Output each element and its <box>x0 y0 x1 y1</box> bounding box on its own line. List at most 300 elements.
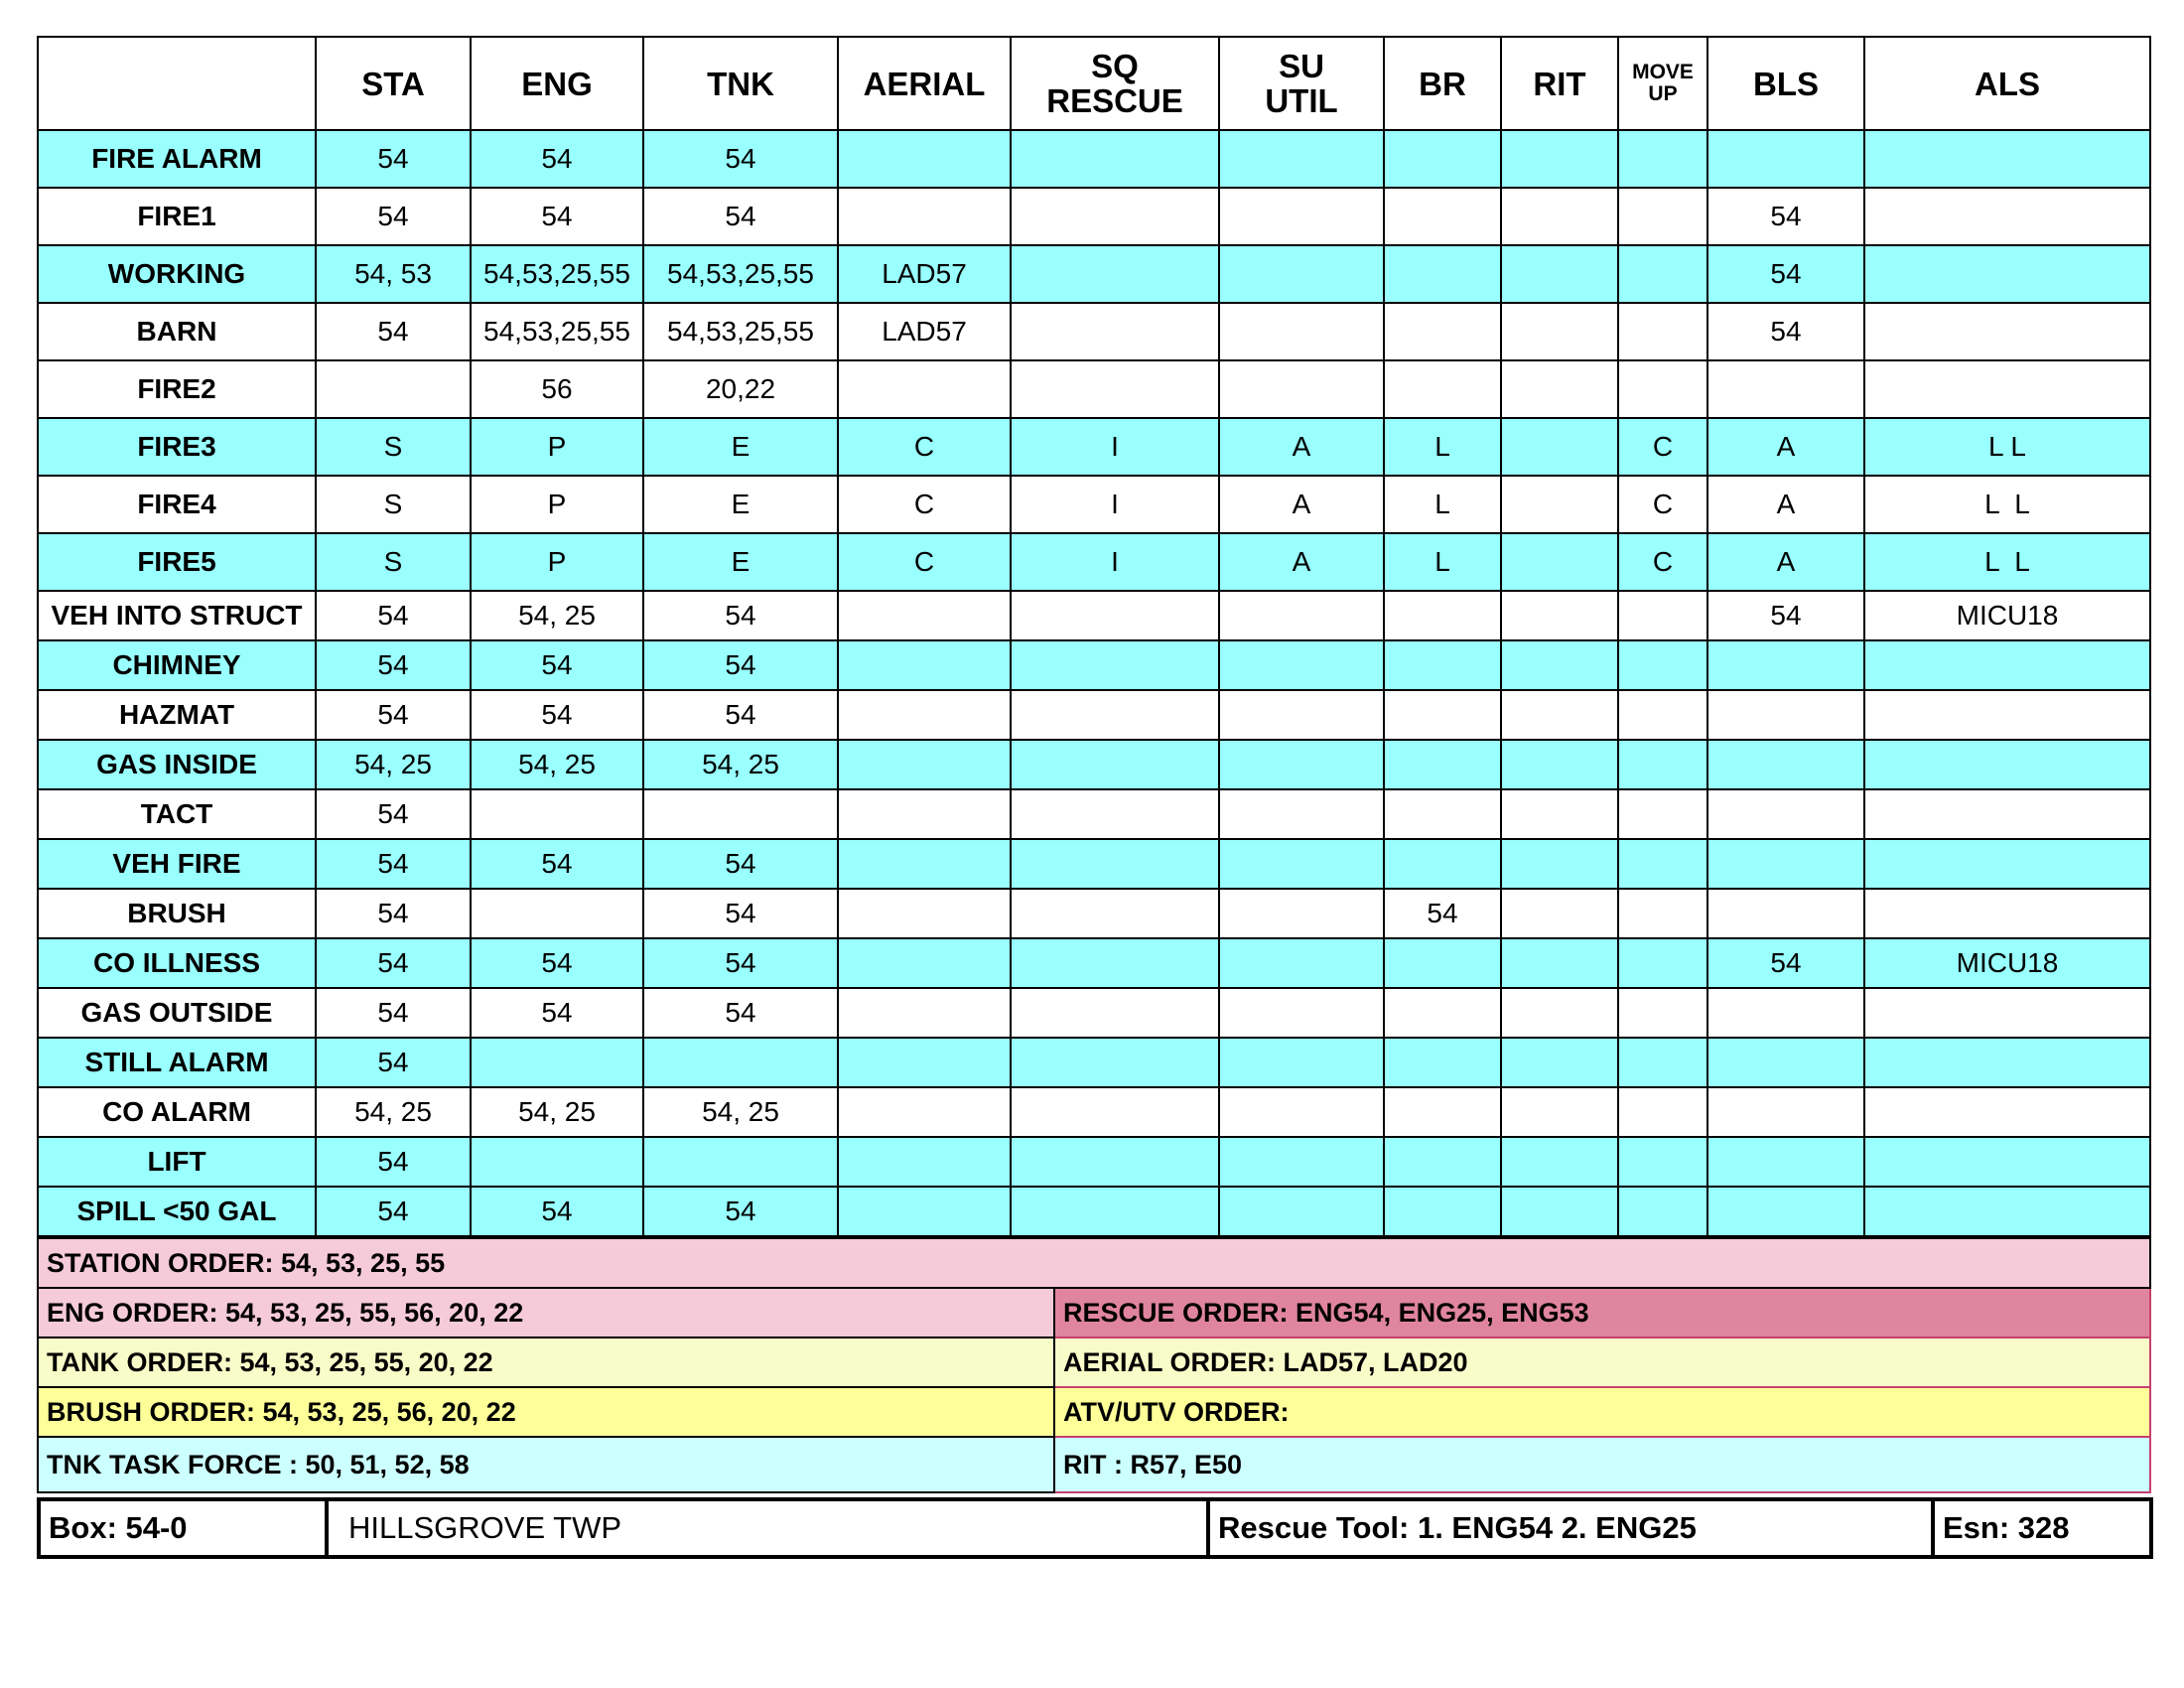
table-cell <box>1011 740 1219 789</box>
table-cell <box>471 1038 643 1087</box>
orders-row <box>38 1288 2150 1337</box>
table-cell <box>1011 591 1219 640</box>
table-cell <box>1707 640 1864 690</box>
table-cell: MICU18 <box>1864 591 2150 640</box>
table-cell <box>1864 789 2150 839</box>
table-cell <box>1618 245 1707 303</box>
atv-utv-order: ATV/UTV ORDER: <box>1054 1387 2150 1437</box>
row-label: FIRE1 <box>38 188 316 245</box>
table-cell <box>1501 938 1618 988</box>
table-cell <box>1384 640 1501 690</box>
table-cell <box>838 889 1011 938</box>
table-cell <box>1219 245 1384 303</box>
orders-row <box>38 1437 2150 1492</box>
table-cell <box>1618 1087 1707 1137</box>
table-cell <box>838 130 1011 188</box>
table-row <box>38 476 2150 533</box>
table-cell <box>1707 1187 1864 1236</box>
table-cell <box>1219 130 1384 188</box>
table-cell <box>1384 1038 1501 1087</box>
table-cell <box>471 889 643 938</box>
table-cell <box>1501 591 1618 640</box>
table-cell: 54, 53 <box>316 245 471 303</box>
table-cell <box>1501 640 1618 690</box>
table-cell: MICU18 <box>1864 938 2150 988</box>
table-header-row <box>38 37 2150 130</box>
table-cell <box>1864 1137 2150 1187</box>
box-number: Box: 54-0 <box>39 1499 327 1557</box>
table-cell <box>1618 188 1707 245</box>
table-row <box>38 360 2150 418</box>
row-label: GAS INSIDE <box>38 740 316 789</box>
table-cell <box>1501 533 1618 591</box>
table-cell <box>1618 889 1707 938</box>
table-cell <box>1707 1137 1864 1187</box>
table-cell: 54, 25 <box>471 1087 643 1137</box>
station-order-row <box>38 1238 2150 1288</box>
table-row <box>38 533 2150 591</box>
table-cell: 54 <box>471 839 643 889</box>
table-cell: 54 <box>643 640 838 690</box>
table-cell: 54 <box>316 591 471 640</box>
column-header: ALS <box>1864 37 2150 130</box>
table-cell <box>838 988 1011 1038</box>
table-cell: 54 <box>316 839 471 889</box>
tnk-task-force: TNK TASK FORCE : 50, 51, 52, 58 <box>38 1437 1054 1492</box>
table-cell: 54 <box>471 938 643 988</box>
orders-table <box>37 1237 2151 1493</box>
row-label: CO ALARM <box>38 1087 316 1137</box>
table-cell <box>1384 1137 1501 1187</box>
table-cell <box>643 789 838 839</box>
table-cell: A <box>1219 476 1384 533</box>
table-cell <box>1384 1187 1501 1236</box>
table-cell: 54 <box>643 690 838 740</box>
table-cell <box>838 1187 1011 1236</box>
table-cell <box>1011 130 1219 188</box>
table-cell: 54 <box>316 789 471 839</box>
table-cell <box>1011 1187 1219 1236</box>
table-cell <box>471 789 643 839</box>
table-cell <box>1011 188 1219 245</box>
aerial-order: AERIAL ORDER: LAD57, LAD20 <box>1054 1337 2150 1387</box>
table-cell <box>1864 130 2150 188</box>
table-cell <box>1618 591 1707 640</box>
table-cell: 54, 25 <box>316 740 471 789</box>
table-cell <box>1384 988 1501 1038</box>
table-cell: C <box>1618 533 1707 591</box>
table-cell <box>1501 188 1618 245</box>
table-cell <box>1618 303 1707 360</box>
table-cell <box>1864 1038 2150 1087</box>
table-cell <box>1384 130 1501 188</box>
table-cell: A <box>1219 533 1384 591</box>
table-cell <box>1501 1087 1618 1137</box>
row-label: VEH INTO STRUCT <box>38 591 316 640</box>
table-cell <box>1011 360 1219 418</box>
table-cell <box>1501 1137 1618 1187</box>
table-cell <box>1384 938 1501 988</box>
table-cell <box>1219 690 1384 740</box>
table-row <box>38 591 2150 640</box>
table-cell: L <box>1384 533 1501 591</box>
table-cell <box>838 188 1011 245</box>
table-cell <box>1011 245 1219 303</box>
row-label: FIRE2 <box>38 360 316 418</box>
table-cell: C <box>838 533 1011 591</box>
table-cell: 54 <box>1707 591 1864 640</box>
table-cell: S <box>316 476 471 533</box>
header-corner <box>38 37 316 130</box>
table-cell <box>1011 640 1219 690</box>
table-cell <box>1501 303 1618 360</box>
table-cell <box>1618 1187 1707 1236</box>
table-cell: 54 <box>316 1137 471 1187</box>
dispatch-table <box>37 36 2151 1237</box>
footer-table <box>37 1497 2153 1559</box>
table-cell: 54, 25 <box>316 1087 471 1137</box>
table-cell <box>838 640 1011 690</box>
row-label: FIRE4 <box>38 476 316 533</box>
table-cell: A <box>1707 533 1864 591</box>
table-cell: 20,22 <box>643 360 838 418</box>
table-cell: 54 <box>316 188 471 245</box>
row-label: GAS OUTSIDE <box>38 988 316 1038</box>
table-cell <box>1384 188 1501 245</box>
table-cell <box>1864 740 2150 789</box>
table-cell: 54 <box>316 988 471 1038</box>
table-cell <box>1384 591 1501 640</box>
table-cell <box>1011 690 1219 740</box>
table-cell <box>1219 303 1384 360</box>
table-cell: 54 <box>1707 303 1864 360</box>
table-cell <box>1501 889 1618 938</box>
table-cell: 54 <box>316 1038 471 1087</box>
table-cell <box>1618 1137 1707 1187</box>
table-cell: S <box>316 533 471 591</box>
row-label: FIRE ALARM <box>38 130 316 188</box>
table-cell <box>1219 188 1384 245</box>
table-cell: P <box>471 476 643 533</box>
table-cell <box>1618 988 1707 1038</box>
table-cell: 54,53,25,55 <box>643 245 838 303</box>
table-cell: 54, 25 <box>643 1087 838 1137</box>
table-cell <box>838 839 1011 889</box>
table-cell: 54 <box>643 839 838 889</box>
table-cell <box>1618 740 1707 789</box>
table-cell <box>838 1038 1011 1087</box>
table-cell: A <box>1219 418 1384 476</box>
table-cell <box>1501 988 1618 1038</box>
table-row <box>38 1137 2150 1187</box>
table-cell <box>838 938 1011 988</box>
table-cell <box>1618 1038 1707 1087</box>
table-cell <box>1864 889 2150 938</box>
table-cell: L L <box>1864 418 2150 476</box>
orders-row <box>38 1387 2150 1437</box>
row-label: BARN <box>38 303 316 360</box>
table-cell: 54,53,25,55 <box>643 303 838 360</box>
rescue-order: RESCUE ORDER: ENG54, ENG25, ENG53 <box>1054 1288 2150 1337</box>
table-cell <box>1011 789 1219 839</box>
table-cell <box>1864 188 2150 245</box>
table-cell: 54 <box>316 938 471 988</box>
table-cell: P <box>471 418 643 476</box>
table-cell <box>1864 1087 2150 1137</box>
column-header: SQ RESCUE <box>1011 37 1219 130</box>
table-cell <box>471 1137 643 1187</box>
table-cell <box>1384 839 1501 889</box>
table-cell: A <box>1707 476 1864 533</box>
table-cell <box>838 1137 1011 1187</box>
table-cell <box>1011 303 1219 360</box>
table-row <box>38 889 2150 938</box>
table-cell <box>1219 1087 1384 1137</box>
table-cell <box>1219 839 1384 889</box>
table-cell: 54 <box>643 889 838 938</box>
table-cell <box>1219 889 1384 938</box>
table-cell <box>1618 360 1707 418</box>
table-cell <box>1707 740 1864 789</box>
table-row <box>38 245 2150 303</box>
table-cell <box>1501 130 1618 188</box>
table-cell <box>1219 360 1384 418</box>
table-cell <box>838 789 1011 839</box>
table-cell: 54 <box>471 130 643 188</box>
table-cell <box>1011 988 1219 1038</box>
table-cell <box>1219 1187 1384 1236</box>
table-cell: C <box>838 476 1011 533</box>
table-cell <box>1707 839 1864 889</box>
table-cell: 54 <box>316 303 471 360</box>
row-label: STILL ALARM <box>38 1038 316 1087</box>
row-label: SPILL <50 GAL <box>38 1187 316 1236</box>
rit-order: RIT : R57, E50 <box>1054 1437 2150 1492</box>
table-row <box>38 1038 2150 1087</box>
table-cell <box>1501 789 1618 839</box>
column-header: STA <box>316 37 471 130</box>
table-row <box>38 1087 2150 1137</box>
table-cell <box>1384 740 1501 789</box>
table-cell <box>838 1087 1011 1137</box>
row-label: VEH FIRE <box>38 839 316 889</box>
table-cell: S <box>316 418 471 476</box>
tank-order: TANK ORDER: 54, 53, 25, 55, 20, 22 <box>38 1337 1054 1387</box>
table-cell: I <box>1011 476 1219 533</box>
table-row <box>38 690 2150 740</box>
table-cell <box>1219 1038 1384 1087</box>
table-cell: 54 <box>643 938 838 988</box>
table-cell <box>838 740 1011 789</box>
table-row <box>38 640 2150 690</box>
table-cell <box>1501 740 1618 789</box>
column-header: AERIAL <box>838 37 1011 130</box>
table-cell: 54 <box>316 640 471 690</box>
row-label: LIFT <box>38 1137 316 1187</box>
table-cell: 54 <box>643 130 838 188</box>
row-label: TACT <box>38 789 316 839</box>
table-cell: L <box>1384 418 1501 476</box>
table-cell <box>1618 690 1707 740</box>
table-cell <box>1864 1187 2150 1236</box>
table-cell <box>1618 789 1707 839</box>
table-cell: 56 <box>471 360 643 418</box>
table-cell <box>1011 1087 1219 1137</box>
table-cell <box>838 690 1011 740</box>
table-cell <box>1011 1038 1219 1087</box>
table-cell: LAD57 <box>838 303 1011 360</box>
table-cell <box>1219 938 1384 988</box>
table-cell <box>1011 938 1219 988</box>
table-cell <box>1618 640 1707 690</box>
column-header: SU UTIL <box>1219 37 1384 130</box>
esn-number: Esn: 328 <box>1933 1499 2151 1557</box>
table-cell: 54,53,25,55 <box>471 303 643 360</box>
table-cell: 54 <box>643 1187 838 1236</box>
table-cell <box>1501 360 1618 418</box>
table-cell: 54 <box>471 640 643 690</box>
table-row <box>38 1187 2150 1236</box>
table-cell: 54 <box>316 130 471 188</box>
column-header: BLS <box>1707 37 1864 130</box>
column-header: MOVE UP <box>1618 37 1707 130</box>
table-cell <box>1011 1137 1219 1187</box>
table-cell <box>1864 839 2150 889</box>
table-cell <box>1219 988 1384 1038</box>
table-cell <box>1864 245 2150 303</box>
table-cell: LAD57 <box>838 245 1011 303</box>
table-cell: 54 <box>316 1187 471 1236</box>
footer-row <box>39 1499 2151 1557</box>
table-cell <box>1707 789 1864 839</box>
table-cell <box>1384 690 1501 740</box>
table-cell <box>316 360 471 418</box>
table-cell: 54 <box>1707 188 1864 245</box>
table-cell <box>1707 1038 1864 1087</box>
table-cell <box>1707 1087 1864 1137</box>
table-cell: 54 <box>643 591 838 640</box>
table-cell <box>1707 889 1864 938</box>
station-order: STATION ORDER: 54, 53, 25, 55 <box>38 1238 2150 1288</box>
table-cell: I <box>1011 418 1219 476</box>
table-cell: 54 <box>643 988 838 1038</box>
table-cell <box>1384 789 1501 839</box>
table-cell: 54 <box>1707 938 1864 988</box>
table-cell <box>1011 889 1219 938</box>
table-cell <box>1864 360 2150 418</box>
table-cell <box>1864 988 2150 1038</box>
table-cell: A <box>1707 418 1864 476</box>
table-cell <box>1707 130 1864 188</box>
table-cell: 54 <box>643 188 838 245</box>
row-label: HAZMAT <box>38 690 316 740</box>
table-cell: 54 <box>471 188 643 245</box>
table-cell: 54, 25 <box>471 740 643 789</box>
table-cell <box>1707 360 1864 418</box>
table-cell: C <box>1618 476 1707 533</box>
table-cell <box>1219 640 1384 690</box>
table-cell: 54 <box>471 690 643 740</box>
table-cell: 54 <box>1707 245 1864 303</box>
row-label: CO ILLNESS <box>38 938 316 988</box>
table-row <box>38 988 2150 1038</box>
table-cell: 54 <box>1384 889 1501 938</box>
brush-order: BRUSH ORDER: 54, 53, 25, 56, 20, 22 <box>38 1387 1054 1437</box>
eng-order: ENG ORDER: 54, 53, 25, 55, 56, 20, 22 <box>38 1288 1054 1337</box>
table-cell <box>1384 303 1501 360</box>
table-row <box>38 418 2150 476</box>
table-cell <box>1501 476 1618 533</box>
table-row <box>38 303 2150 360</box>
table-row <box>38 938 2150 988</box>
table-cell <box>1219 591 1384 640</box>
table-cell <box>1501 839 1618 889</box>
table-cell: E <box>643 533 838 591</box>
table-cell <box>1384 1087 1501 1137</box>
table-cell <box>1384 245 1501 303</box>
table-cell <box>643 1038 838 1087</box>
table-cell <box>838 360 1011 418</box>
column-header: TNK <box>643 37 838 130</box>
table-cell <box>1618 938 1707 988</box>
table-cell: 54 <box>316 690 471 740</box>
table-cell: E <box>643 418 838 476</box>
table-cell: L L <box>1864 533 2150 591</box>
run-card-sheet <box>37 36 2149 1559</box>
table-cell: C <box>1618 418 1707 476</box>
column-header: RIT <box>1501 37 1618 130</box>
table-body <box>38 130 2150 1236</box>
township-name: HILLSGROVE TWP <box>327 1499 1208 1557</box>
row-label: CHIMNEY <box>38 640 316 690</box>
table-cell: 54, 25 <box>471 591 643 640</box>
table-cell <box>1707 690 1864 740</box>
table-cell <box>1501 418 1618 476</box>
table-cell <box>1501 690 1618 740</box>
table-cell: 54,53,25,55 <box>471 245 643 303</box>
table-cell <box>1219 740 1384 789</box>
table-cell: C <box>838 418 1011 476</box>
row-label: FIRE3 <box>38 418 316 476</box>
table-cell: 54 <box>316 889 471 938</box>
orders-row <box>38 1337 2150 1387</box>
table-cell: P <box>471 533 643 591</box>
column-header: ENG <box>471 37 643 130</box>
table-cell <box>1501 1038 1618 1087</box>
table-row <box>38 740 2150 789</box>
table-cell: L <box>1384 476 1501 533</box>
row-label: BRUSH <box>38 889 316 938</box>
table-cell: 54 <box>471 1187 643 1236</box>
table-cell <box>1219 789 1384 839</box>
table-cell: L L <box>1864 476 2150 533</box>
row-label: WORKING <box>38 245 316 303</box>
table-cell: 54 <box>471 988 643 1038</box>
row-label: FIRE5 <box>38 533 316 591</box>
table-cell <box>1011 839 1219 889</box>
table-cell <box>838 591 1011 640</box>
table-cell: I <box>1011 533 1219 591</box>
column-header: BR <box>1384 37 1501 130</box>
table-cell <box>1618 130 1707 188</box>
table-cell <box>1618 839 1707 889</box>
table-row <box>38 188 2150 245</box>
table-cell: E <box>643 476 838 533</box>
table-cell <box>1501 1187 1618 1236</box>
table-row <box>38 789 2150 839</box>
table-row <box>38 130 2150 188</box>
table-cell <box>1384 360 1501 418</box>
